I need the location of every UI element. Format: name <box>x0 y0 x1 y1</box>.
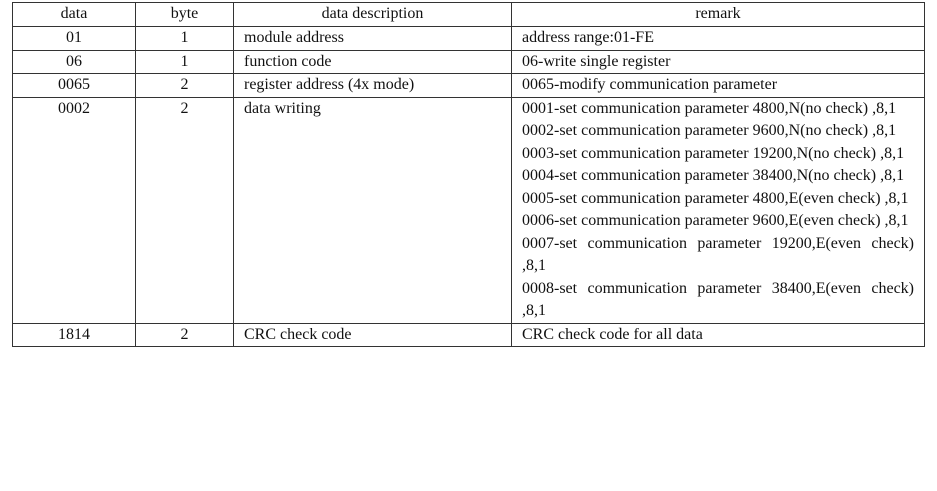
remark-line: 0007-set communication parameter 19200,E(even check) ,8,1 <box>522 234 914 274</box>
header-description: data description <box>234 3 512 27</box>
remark-line: 0002-set communication parameter 9600,N(no check) ,8,1 <box>522 122 897 139</box>
remark-line: 0003-set communication parameter 19200,N(no check) ,8,1 <box>522 144 905 162</box>
remark-line: 0008-set communication parameter 38400,E(even check) ,8,1 <box>522 279 914 319</box>
remark-line: 06-write single register <box>522 52 671 70</box>
cell-byte: 2 <box>136 74 234 98</box>
cell-remark <box>512 27 925 51</box>
remark-line: CRC check code for all data <box>522 325 703 343</box>
register-write-table <box>12 2 925 347</box>
remark-line: 0005-set communication parameter 4800,E(even check) ,8,1 <box>522 189 909 207</box>
cell-remark <box>512 50 925 74</box>
cell-description: CRC check code <box>234 323 512 347</box>
cell-description: function code <box>234 50 512 74</box>
remark-line: 0004-set communication parameter 38400,N(no check) ,8,1 <box>522 167 905 184</box>
cell-data: 0002 <box>13 97 136 323</box>
cell-data: 06 <box>13 50 136 74</box>
cell-remark <box>512 97 925 323</box>
cell-data: 0065 <box>13 74 136 98</box>
cell-remark <box>512 74 925 98</box>
header-byte: byte <box>136 3 234 27</box>
remark-line: 0065-modify communication parameter <box>522 76 778 93</box>
header-remark: remark <box>512 3 925 27</box>
cell-description: data writing <box>234 97 512 323</box>
cell-byte: 2 <box>136 97 234 323</box>
cell-data: 01 <box>13 27 136 51</box>
header-data: data <box>13 3 136 27</box>
remark-line: address range:01-FE <box>522 29 654 46</box>
cell-description: module address <box>234 27 512 51</box>
cell-byte: 1 <box>136 27 234 51</box>
table-row <box>13 97 925 323</box>
cell-byte: 1 <box>136 50 234 74</box>
table-row <box>13 27 925 51</box>
table-row <box>13 74 925 98</box>
cell-byte: 2 <box>136 323 234 347</box>
cell-remark <box>512 323 925 347</box>
remark-line: 0006-set communication parameter 9600,E(even check) ,8,1 <box>522 212 909 229</box>
remark-line: 0001-set communication parameter 4800,N(no check) ,8,1 <box>522 99 897 117</box>
cell-data: 1814 <box>13 323 136 347</box>
table-row <box>13 323 925 347</box>
table-header-row <box>13 3 925 27</box>
cell-description: register address (4x mode) <box>234 74 512 98</box>
table-row <box>13 50 925 74</box>
